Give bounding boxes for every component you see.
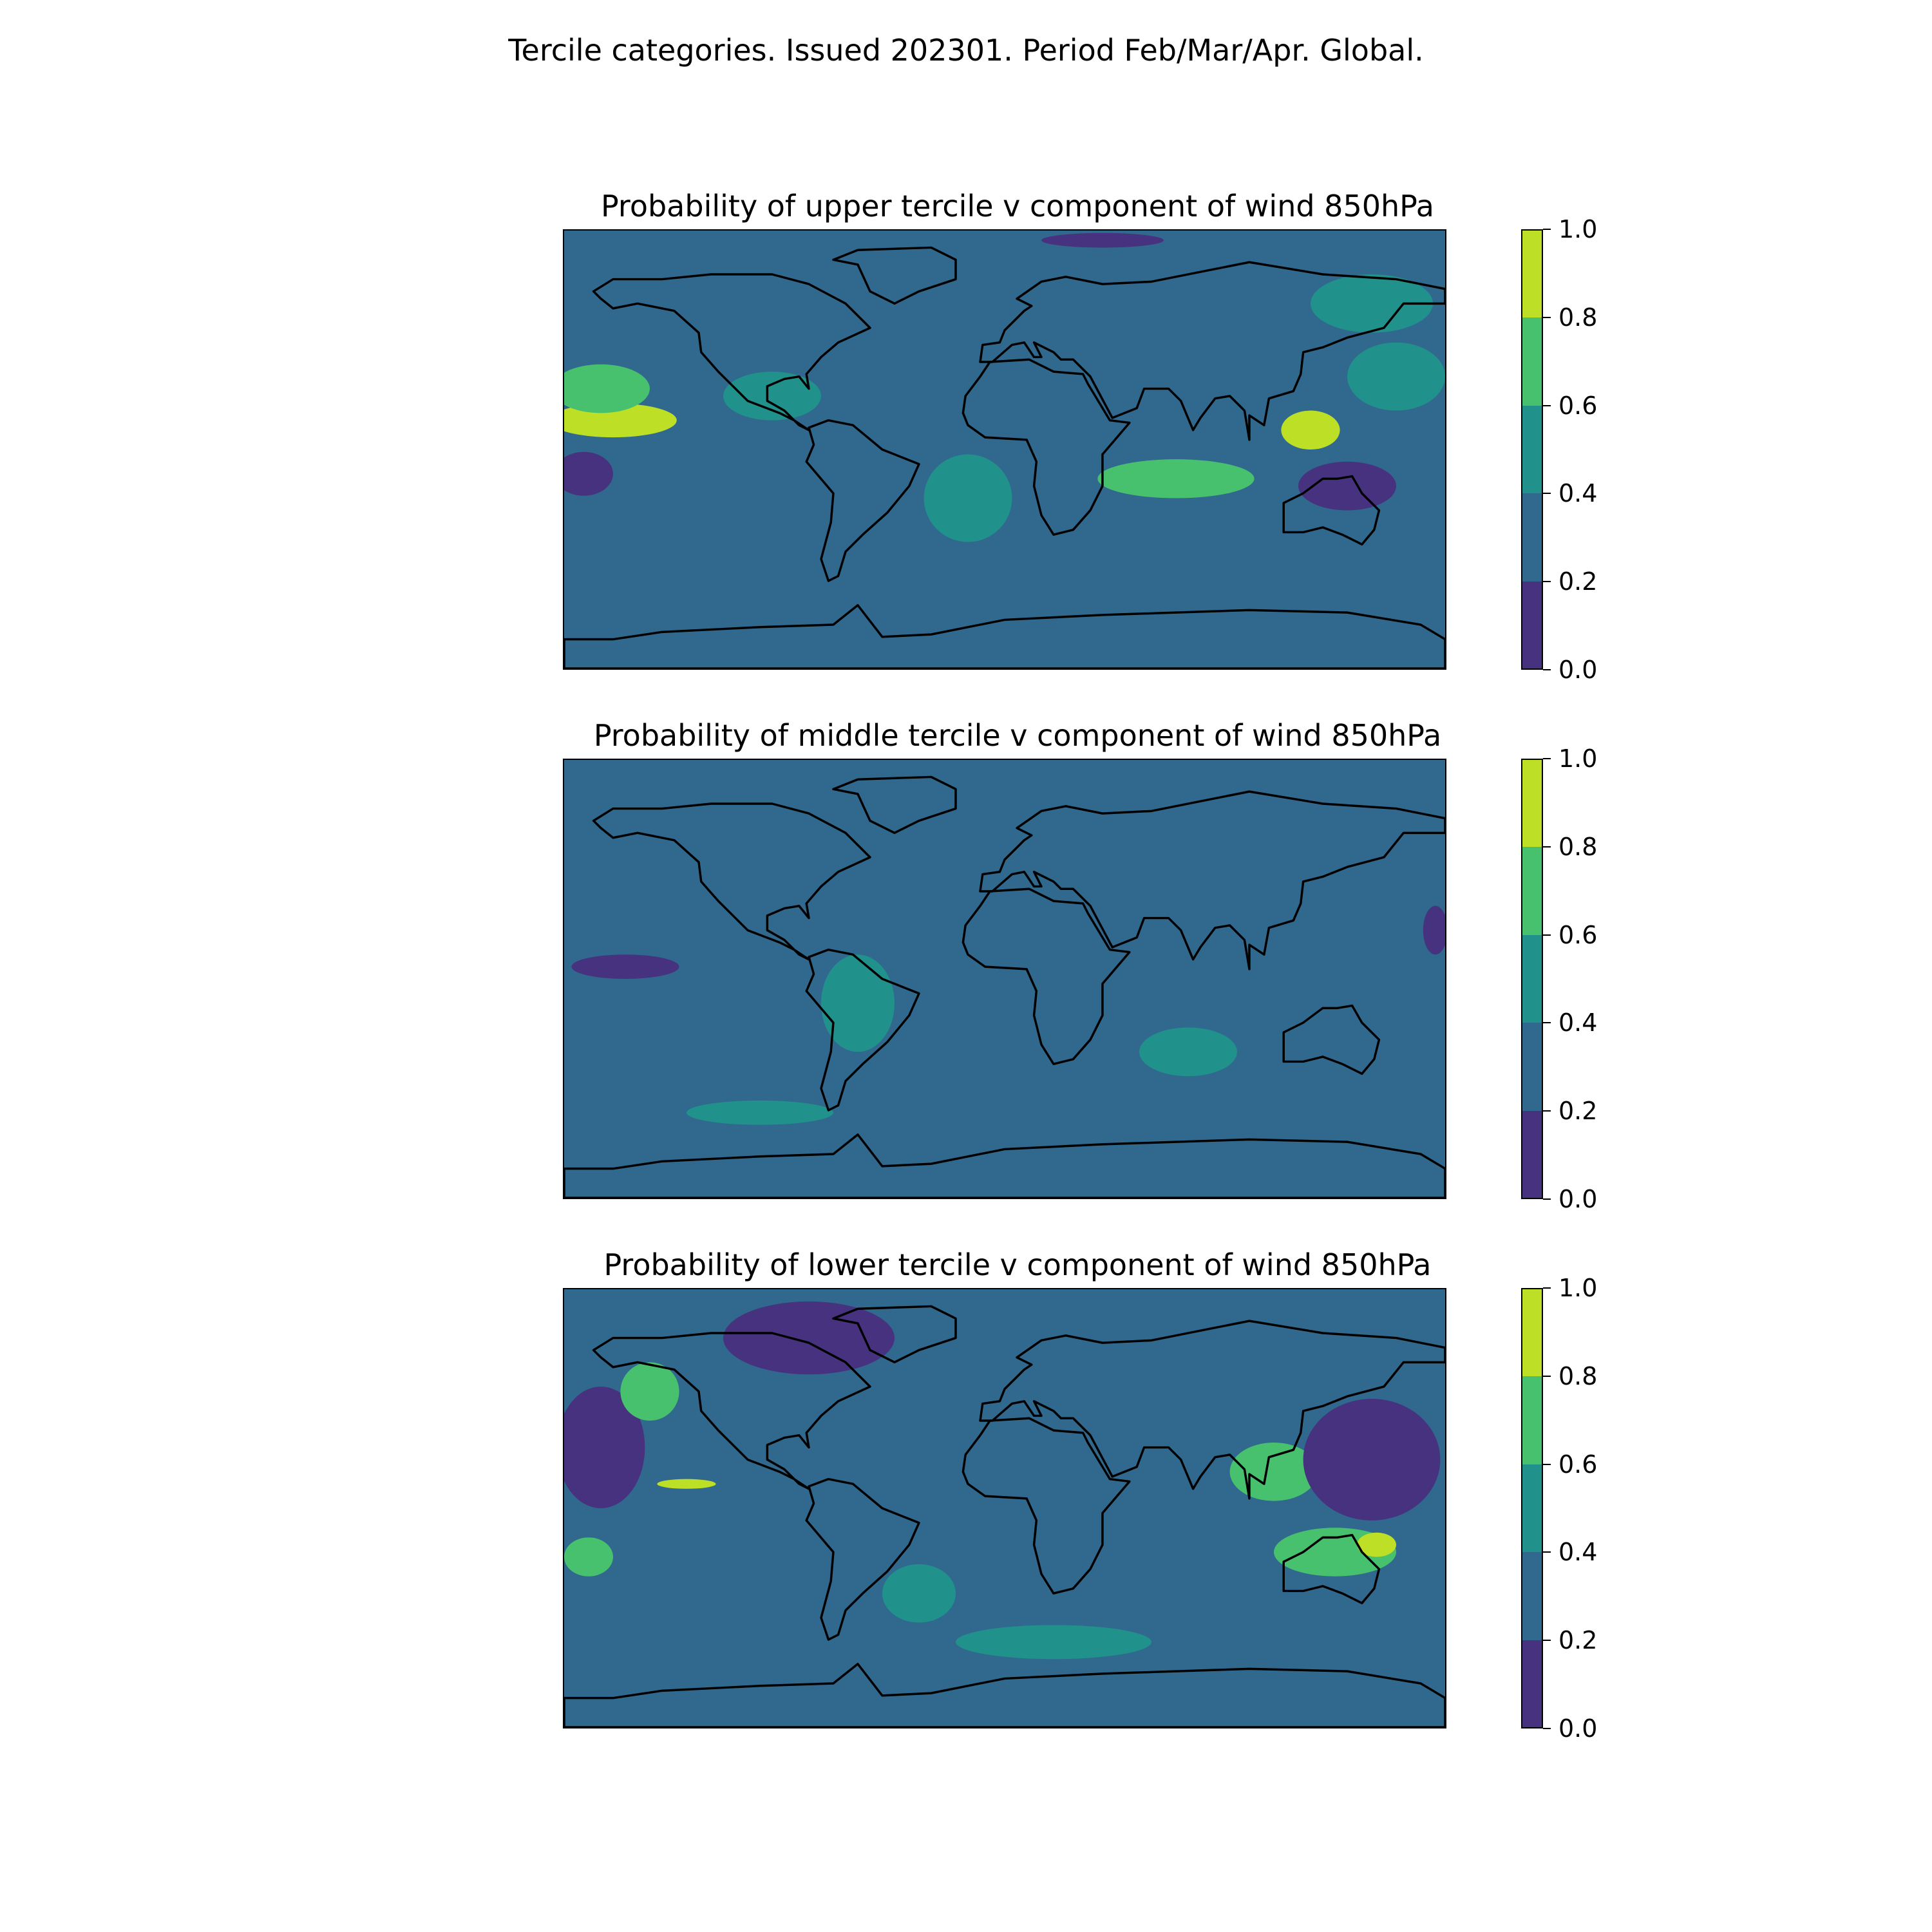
map-panel [563, 1288, 1446, 1728]
coastline-australia [1283, 1006, 1379, 1074]
contour-region [1041, 233, 1164, 248]
colorbar-tick [1543, 1551, 1551, 1553]
colorbar-tick [1543, 1198, 1551, 1200]
colorbar-tick-label: 0.8 [1558, 303, 1598, 332]
colorbar [1521, 1288, 1543, 1728]
colorbar-tick [1543, 317, 1551, 318]
coastline-europe [980, 791, 1445, 969]
panel-title: Probability of upper tercile v component of wind 850hPa [601, 189, 1434, 223]
contour-region [1347, 343, 1445, 411]
coastline-greenland [833, 777, 956, 833]
map-svg [564, 231, 1445, 668]
colorbar-tick-label: 0.0 [1558, 1714, 1598, 1743]
coastline-greenland [833, 247, 956, 303]
coastline-africa [963, 889, 1129, 1064]
colorbar-tick [1543, 405, 1551, 406]
colorbar-tick [1543, 1640, 1551, 1641]
contour-region [1423, 906, 1445, 955]
colorbar-tick [1543, 1464, 1551, 1465]
contour-region [564, 1537, 613, 1576]
contour-region [657, 1479, 715, 1489]
colorbar-tick [1543, 581, 1551, 582]
contour-region [1139, 1028, 1237, 1077]
contour-region [571, 954, 679, 979]
colorbar-tick-label: 1.0 [1558, 215, 1598, 243]
colorbar-tick-label: 0.0 [1558, 656, 1598, 684]
contour-region [620, 1362, 679, 1421]
colorbar-tick-label: 0.4 [1558, 479, 1598, 508]
colorbar-tick [1543, 229, 1551, 230]
figure-title: Tercile categories. Issued 202301. Period Feb/Mar/Apr. Global. [508, 33, 1424, 68]
contour-region [956, 1625, 1151, 1659]
colorbar-tick-label: 1.0 [1558, 744, 1598, 773]
colorbar-tick [1543, 1110, 1551, 1112]
coastline-south-america [806, 421, 919, 581]
colorbar-tick-label: 0.6 [1558, 920, 1598, 949]
colorbar-tick-label: 0.2 [1558, 1626, 1598, 1655]
contour-region [1281, 411, 1340, 450]
coastline-antarctica [564, 605, 1445, 668]
colorbar-tick-label: 0.6 [1558, 391, 1598, 420]
colorbar-tick [1543, 1728, 1551, 1729]
colorbar-tick-label: 0.4 [1558, 1538, 1598, 1567]
colorbar-tick [1543, 1022, 1551, 1023]
colorbar-tick-label: 0.8 [1558, 1361, 1598, 1390]
colorbar-tick [1543, 669, 1551, 670]
colorbar-tick-label: 0.2 [1558, 1097, 1598, 1126]
contour-region [723, 1302, 895, 1374]
contour-region [924, 455, 1012, 542]
coastline-north-america [594, 804, 870, 960]
colorbar-tick-label: 0.2 [1558, 567, 1598, 596]
colorbar-tick-label: 0.4 [1558, 1009, 1598, 1037]
colorbar [1521, 759, 1543, 1199]
map-svg [564, 1289, 1445, 1727]
map-panel [563, 229, 1446, 670]
coastline-africa [963, 1418, 1129, 1593]
colorbar-tick [1543, 1376, 1551, 1377]
map-svg [564, 760, 1445, 1198]
coastline-antarctica [564, 1135, 1445, 1198]
colorbar-tick [1543, 934, 1551, 936]
colorbar-tick-label: 0.0 [1558, 1185, 1598, 1213]
colorbar-tick [1543, 493, 1551, 494]
colorbar-tick-label: 1.0 [1558, 1274, 1598, 1302]
contour-region [687, 1101, 833, 1125]
map-panel [563, 759, 1446, 1199]
colorbar-tick [1543, 1287, 1551, 1289]
colorbar-tick [1543, 846, 1551, 848]
colorbar [1521, 229, 1543, 670]
panel-title: Probability of lower tercile v component of wind 850hPa [603, 1247, 1432, 1282]
colorbar-tick-label: 0.6 [1558, 1450, 1598, 1479]
colorbar-tick-label: 0.8 [1558, 832, 1598, 861]
contour-region [882, 1564, 956, 1623]
contour-region [564, 452, 613, 496]
colorbar-tick [1543, 758, 1551, 759]
contour-region [1303, 1399, 1441, 1520]
contour-region [1097, 459, 1254, 498]
panel-title: Probability of middle tercile v component of wind 850hPa [593, 718, 1442, 753]
coastline-antarctica [564, 1664, 1445, 1727]
